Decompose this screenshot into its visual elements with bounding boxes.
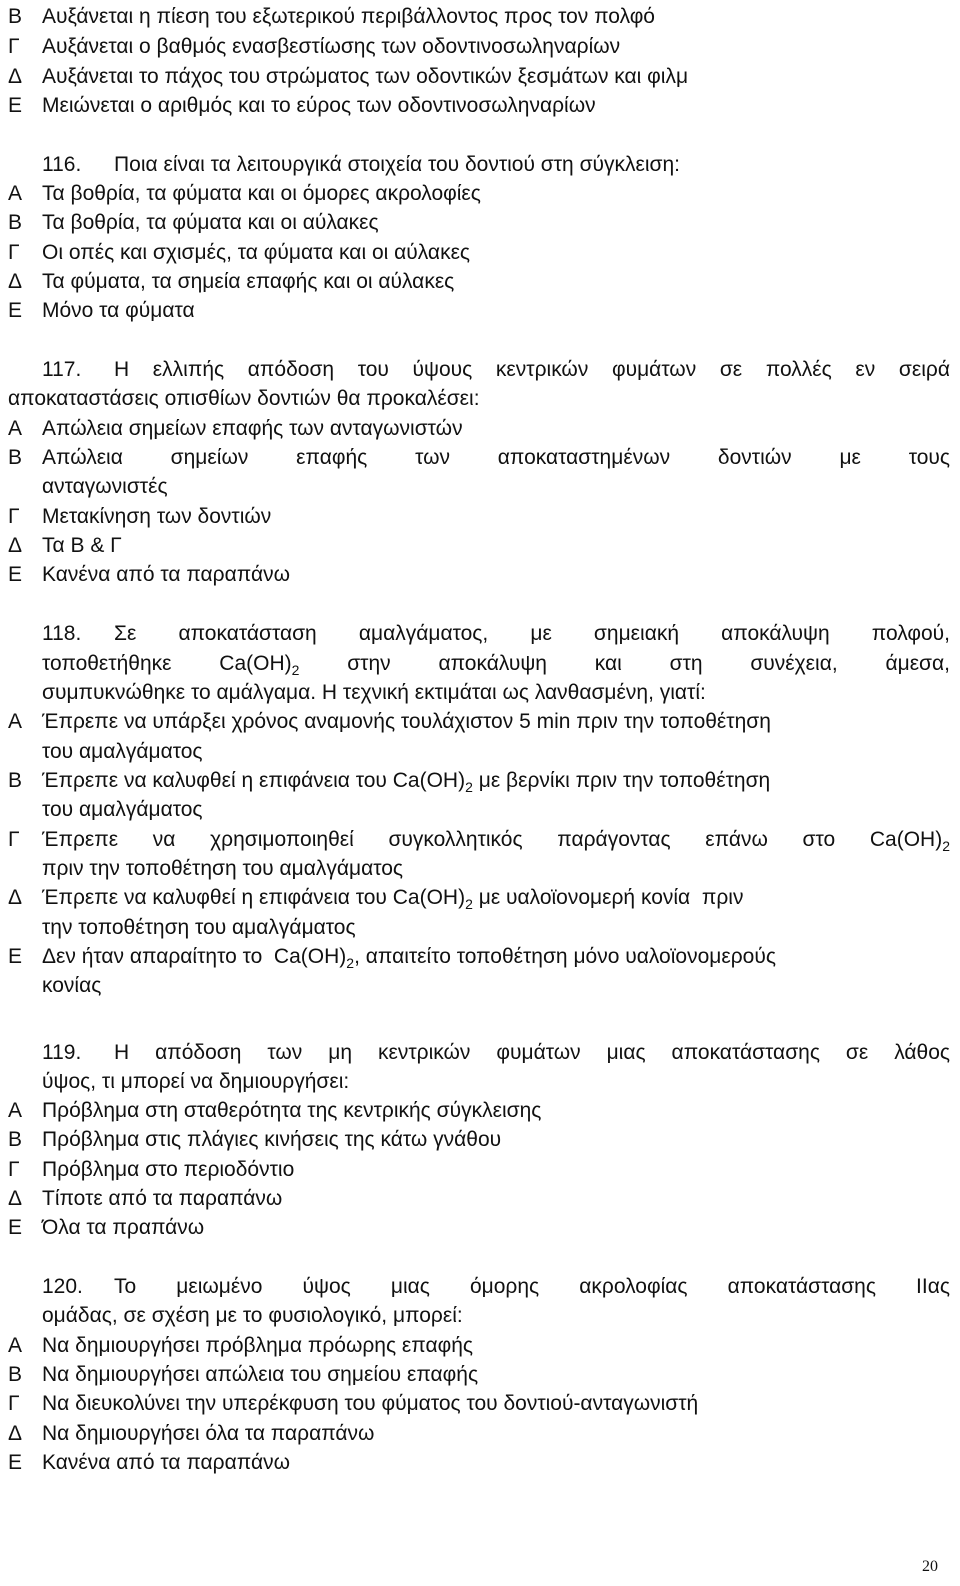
option-line: Β Αυξάνεται η πίεση του εξωτερικού περιβάλλοντος προς τον πολφό <box>8 5 655 28</box>
question-119: 119. Η απόδοση των μη κεντρικών φυμάτων μιας αποκατάστασης σε λάθος <box>42 1041 950 1064</box>
question-118: 118. Σε αποκατάσταση αμαλγάματος, με σημειακή αποκάλυψη πολφού, <box>42 622 950 645</box>
option-line-cont: του αμαλγάματος <box>42 798 203 821</box>
question-120: 120. Το μειωμένο ύψος μιας όμορης ακρολοφίας αποκατάστασης ΙΙας <box>42 1275 950 1298</box>
option-line: Ε Δεν ήταν απαραίτητο το $Ca(OH)_2$, απαιτείτο τοποθέτηση μόνο υαλοϊονομερούς <box>8 945 776 972</box>
option-line: Δ Τα Β & Γ <box>8 534 122 557</box>
option-line: Γ Να διευκολύνει την υπερέκφυση του φύματος του δοντιού-ανταγωνιστή <box>8 1392 699 1415</box>
option-line-cont: του αμαλγάματος <box>42 740 203 763</box>
option-line: Ε Κανένα από τα παραπάνω <box>8 1451 290 1474</box>
option-line: Α Τα βοθρία, τα φύματα και οι όμορες ακρολοφίες <box>8 182 481 205</box>
option-line: Γ Πρόβλημα στο περιοδόντιο <box>8 1158 295 1181</box>
option-line: Β Έπρεπε να καλυφθεί η επιφάνεια του $Ca(OH)_2$ με βερνίκι πριν την τοποθέτηση <box>8 769 771 796</box>
option-line: Ε Κανένα από τα παραπάνω <box>8 563 290 586</box>
question-116: 116. Ποια είναι τα λειτουργικά στοιχεία του δοντιού στη σύγκλειση: <box>42 153 681 176</box>
option-line: Α Πρόβλημα στη σταθερότητα της κεντρικής σύγκλεισης <box>8 1099 542 1122</box>
option-line: Γ Αυξάνεται ο βαθμός ενασβεστίωσης των οδοντινοσωληναρίων <box>8 35 621 58</box>
option-line-cont: ανταγωνιστές <box>42 475 168 498</box>
option-line: Ε Μειώνεται ο αριθμός και το εύρος των οδοντινοσωληναρίων <box>8 94 596 117</box>
option-line: Β Απώλεια σημείων επαφής των αποκαταστημένων δοντιών με τους <box>8 446 950 469</box>
option-line: Ε Μόνο τα φύματα <box>8 299 195 322</box>
option-line: Δ Έπρεπε να καλυφθεί η επιφάνεια του $Ca(OH)_2$ με υαλοϊονομερή κονία πριν <box>8 886 744 913</box>
option-line: Δ Τα φύματα, τα σημεία επαφής και οι αύλακες <box>8 270 455 293</box>
question-117-cont: αποκαταστάσεις οπισθίων δοντιών θα προκαλέσει: <box>8 387 480 410</box>
question-120-cont: ομάδας, σε σχέση με το φυσιολογικό, μπορεί: <box>42 1304 463 1327</box>
question-118-cont: συμπυκνώθηκε το αμάλγαμα. Η τεχνική εκτιμάται ως λανθασμένη, γιατί: <box>42 681 706 704</box>
option-line: Α Έπρεπε να υπάρξει χρόνος αναμονής τουλάχιστον 5 min πριν την τοποθέτηση <box>8 710 771 733</box>
option-line: Δ Να δημιουργήσει όλα τα παραπάνω <box>8 1422 375 1445</box>
option-line: Α Να δημιουργήσει πρόβλημα πρόωρης επαφής <box>8 1334 474 1357</box>
option-line: Δ Τίποτε από τα παραπάνω <box>8 1187 283 1210</box>
option-line: Γ Μετακίνηση των δοντιών <box>8 505 272 528</box>
question-117: 117. Η ελλιπής απόδοση του ύψους κεντρικών φυμάτων σε πολλές εν σειρά <box>42 358 950 381</box>
option-line: Γ Έπρεπε να χρησιμοποιηθεί συγκολλητικός παράγοντας επάνω στο $Ca(OH)_2$ <box>8 828 950 855</box>
question-118-cont: τοποθετήθηκε $Ca(OH)_2$ στην αποκάλυψη και στη συνέχεια, άμεσα, <box>42 652 950 679</box>
option-line-cont: πριν την τοποθέτηση του αμαλγάματος <box>42 857 404 880</box>
page-number: 20 <box>922 1558 938 1575</box>
option-line: Β Τα βοθρία, τα φύματα και οι αύλακες <box>8 211 379 234</box>
option-line: Δ Αυξάνεται το πάχος του στρώματος των οδοντικών ξεσμάτων και φιλμ <box>8 65 689 88</box>
option-line: Β Να δημιουργήσει απώλεια του σημείου επαφής <box>8 1363 479 1386</box>
question-119-cont: ύψος, τι μπορεί να δημιουργήσει: <box>42 1070 350 1093</box>
option-line: Β Πρόβλημα στις πλάγιες κινήσεις της κάτω γνάθου <box>8 1128 502 1151</box>
option-line: Α Απώλεια σημείων επαφής των ανταγωνιστών <box>8 417 463 440</box>
option-line: Γ Οι οπές και σχισμές, τα φύματα και οι αύλακες <box>8 241 471 264</box>
option-line-cont: την τοποθέτηση του αμαλγάματος <box>42 916 356 939</box>
option-line: Ε Όλα τα πραπάνω <box>8 1216 205 1239</box>
option-line-cont: κονίας <box>42 974 102 997</box>
